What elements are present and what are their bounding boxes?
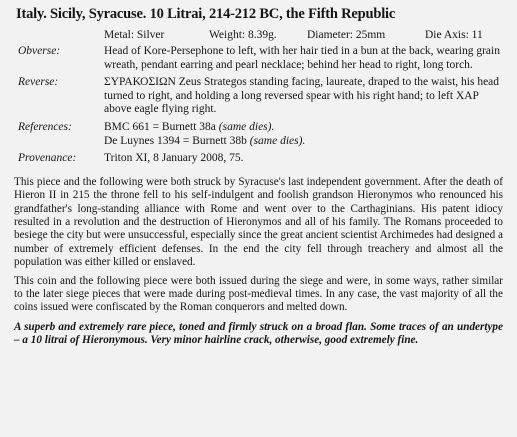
condition-note: A superb and extremely rare piece, toned and firmly struck on a broad flan. Some traces of an undertype – a 10 litrai of Hieronymous. Very minor hairline crack, otherwise, good extremely fine.	[14, 320, 503, 347]
die-axis-spec: Die Axis: 11	[425, 29, 483, 41]
provenance-row	[14, 152, 503, 166]
weight-spec: Weight: 8.39g.	[209, 29, 277, 41]
obverse-label: Obverse:	[18, 45, 61, 57]
metal-spec: Metal: Silver	[104, 29, 165, 41]
reference-note: (same dies).	[218, 120, 275, 133]
obverse-row	[14, 45, 503, 72]
reference-item	[104, 121, 503, 135]
reference-item	[104, 135, 503, 149]
reference-main: De Luynes 1394 = Burnett 38b	[104, 134, 247, 147]
lot-title: Italy. Sicily, Syracuse. 10 Litrai, 214-212 BC, the Fifth Republic	[16, 6, 396, 22]
history-paragraph: This piece and the following were both struck by Syracuse's last independent government. After the death of Hieron II in 215 the throne fell to his self-indulgent and foolish grandson Hieronymos who renounced his grandfather's long-standing alliance with Rome and went over to the Carthaginians. His patent idiocy resulted in a revolution and the destruction of Hieronymos and all of his family. The Romans proceeded to besiege the city but were unsuccessful, especially since the great ancient scientist Archimedes had designed a number of extremely efficient defenses. In the end the city fell through treachery and almost all the population was either killed or enslaved.	[14, 175, 503, 269]
references-list	[104, 121, 503, 148]
coin-specs	[104, 29, 503, 41]
provenance-text: Triton XI, 8 January 2008, 75.	[104, 152, 244, 165]
reference-main: BMC 661 = Burnett 38a	[104, 120, 216, 133]
history-paragraph: This coin and the following piece were both issued during the siege and were, in some ways, rather similar to the later siege pieces that were made during post-medieval times. In any case, the vast majority of all the coins issued were confiscated by the Roman conquerors and melted down.	[14, 274, 503, 314]
obverse-text: Head of Kore-Persephone to left, with her hair tied in a bun at the back, wearing grain wreath, pendant earring and pearl necklace; behind her head to right, long torch.	[104, 45, 500, 71]
provenance-label: Provenance:	[18, 152, 77, 165]
diameter-spec: Diameter: 25mm	[307, 29, 386, 41]
reverse-label: Reverse:	[18, 76, 59, 89]
reverse-text: ΣΥΡΑΚΟΣΙΩΝ Zeus Strategos standing facing, laureate, draped to the waist, his head turned to right, and holding a long reversed spear with his right hand; to left ΧΑΡ above eagle flying right.	[104, 76, 500, 116]
references-label: References:	[18, 120, 72, 133]
references-row	[14, 121, 503, 148]
reverse-row	[14, 76, 503, 117]
reference-note: (same dies).	[249, 134, 306, 147]
